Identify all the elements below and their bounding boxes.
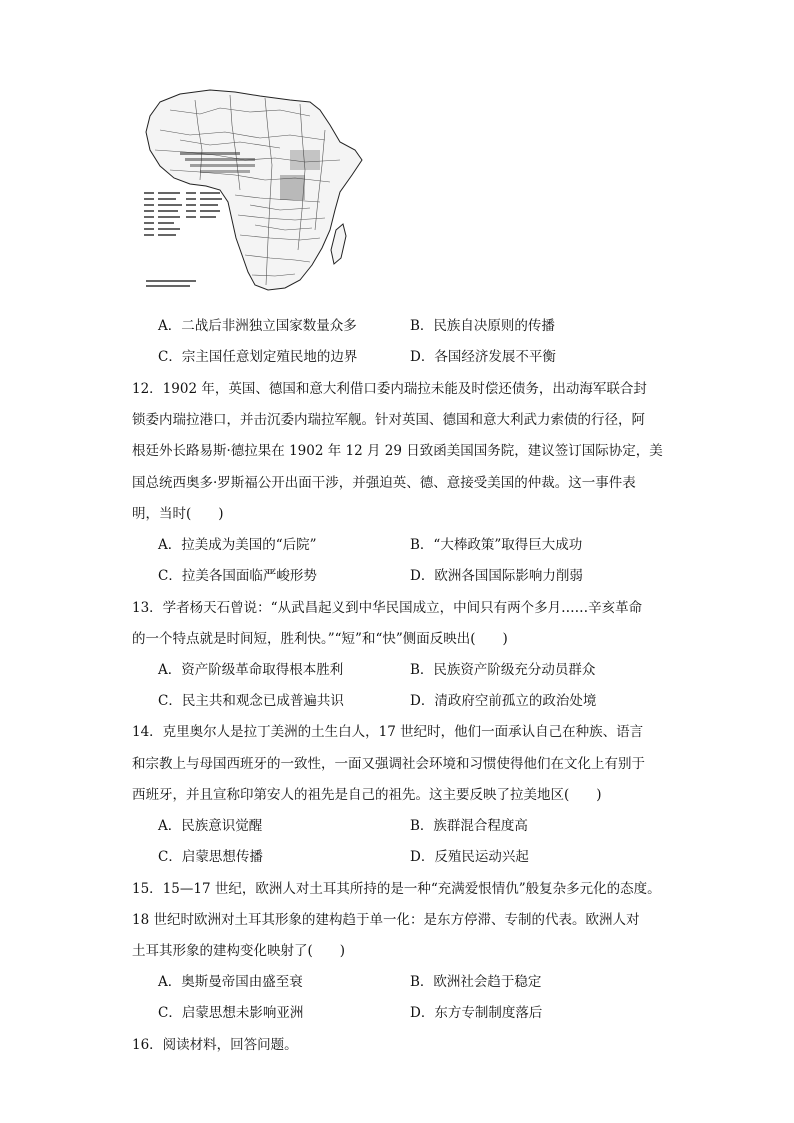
q13-line-1: 13．学者杨天石曾说：“从武昌起义到中华民国成立，中间只有两个多月……辛亥革命 (132, 600, 643, 616)
q15-option-b: B．欧洲社会趋于稳定 (410, 974, 542, 990)
q14-line-2: 和宗教上与母国西班牙的一致性，一面又强调社会环境和习惯使得他们在文化上有别于 (132, 756, 645, 772)
q12-line-1: 12．1902 年，英国、德国和意大利借口委内瑞拉未能及时偿还债务，出动海军联合封 (132, 381, 647, 397)
q15-line-2: 18 世纪时欧洲对土耳其形象的建构趋于单一化：是东方停滞、专制的代表。欧洲人对 (132, 912, 640, 928)
q14-option-a: A．民族意识觉醒 (158, 818, 263, 834)
q15-line-3: 土耳其形象的建构变化映射了( ) (132, 943, 346, 959)
q13-option-c: C．民主共和观念已成普遍共识 (158, 693, 344, 709)
q14-option-d: D．反殖民运动兴起 (410, 849, 529, 865)
q13-option-d: D．清政府空前孤立的政治处境 (410, 693, 597, 709)
q13-option-a: A．资产阶级革命取得根本胜利 (158, 662, 344, 678)
africa-outline (146, 90, 362, 290)
q11-option-b: B．民族自决原则的传播 (410, 318, 555, 334)
q15-line-1: 15．15—17 世纪，欧洲人对土耳其所持的是一种“充满爱恨情仇”般复杂多元化的态度。 (132, 881, 661, 897)
q14-line-1: 14．克里奥尔人是拉丁美洲的土生白人，17 世纪时，他们一面承认自己在种族、语言 (132, 724, 644, 740)
q14-option-c: C．启蒙思想传播 (158, 849, 263, 865)
q11-option-c: C．宗主国任意划定殖民地的边界 (158, 349, 358, 365)
q15-option-c: C．启蒙思想未影响亚洲 (158, 1005, 304, 1021)
q12-line-3: 根廷外长路易斯·德拉果在 1902 年 12 月 29 日致函美国国务院，建议签订国际协定，美 (132, 443, 663, 459)
q12-option-b: B．“大棒政策”取得巨大成功 (410, 537, 583, 553)
q14-line-3: 西班牙，并且宣称印第安人的祖先是自己的祖先。这主要反映了拉美地区( ) (132, 787, 602, 803)
q12-option-a: A．拉美成为美国的“后院” (158, 537, 317, 553)
madagascar-outline (331, 224, 346, 264)
q11-option-d: D．各国经济发展不平衡 (410, 349, 556, 365)
q13-option-b: B．民族资产阶级充分动员群众 (410, 662, 596, 678)
q14-option-b: B．族群混合程度高 (410, 818, 528, 834)
africa-map-image (140, 80, 370, 295)
q12-line-5: 明，当时( ) (132, 506, 224, 522)
q12-line-2: 锁委内瑞拉港口，并击沉委内瑞拉军舰。针对英国、德国和意大利武力索债的行径，阿 (132, 412, 645, 428)
q12-option-d: D．欧洲各国国际影响力削弱 (410, 568, 583, 584)
q15-option-a: A．奥斯曼帝国由盛至衰 (158, 974, 303, 990)
q12-option-c: C．拉美各国面临严峻形势 (158, 568, 317, 584)
q15-option-d: D．东方专制制度落后 (410, 1005, 543, 1021)
map-legend (144, 192, 222, 287)
q12-line-4: 国总统西奥多·罗斯福公开出面干涉，并强迫英、德、意接受美国的仲裁。这一事件表 (132, 475, 636, 491)
q13-line-2: 的一个特点就是时间短，胜利快。”“短”和“快”侧面反映出( ) (132, 631, 508, 647)
q11-option-a: A．二战后非洲独立国家数量众多 (158, 318, 357, 334)
q16-line-1: 16．阅读材料，回答问题。 (132, 1037, 298, 1053)
